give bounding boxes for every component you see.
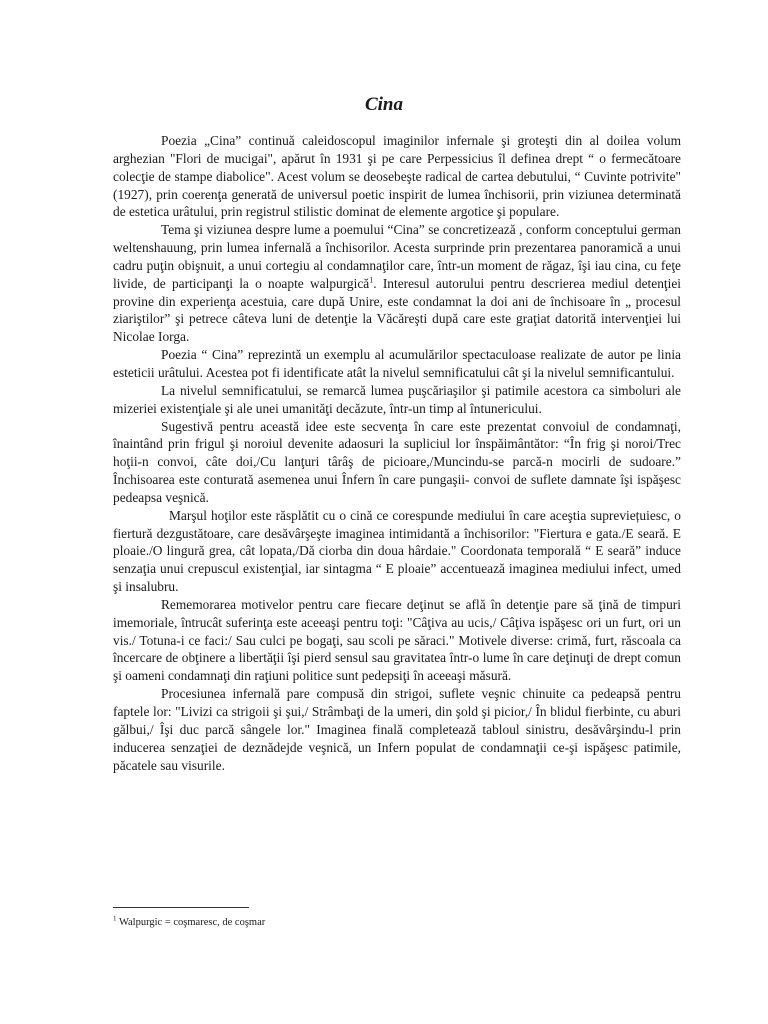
footnote-divider [113, 907, 249, 908]
paragraph-4: La nivelul semnificatului, se remarcă lumea puşcăriaşilor şi patimile acestora ca simboluri ale mizeriei existenţiale şi ale unei umanităţi decăzute, într-un timp al întunericului. [113, 382, 681, 416]
page-title: Cina [364, 94, 404, 115]
document-body [113, 132, 681, 774]
paragraph-1: Poezia „Cina” continuă caleidoscopul imaginilor infernale şi groteşti din al doilea volum arghezian "Flori de mucigai", apărut în 1931 şi pe care Perpessicius îl definea drept “ o fermecătoare colecţie de stampe diabolice". Acest volum se deosebeşte radical de cartea debutului, “ Cuvinte potrivite"(1927), prin coerenţa generată de universul poetic inspirit de lumea închisorii, prin viziunea determinată de estetica urâtului, prin registrul stilistic dominat de elemente argotice şi populare. [113, 133, 681, 220]
footnote-text: Walpurgic = coşmaresc, de coşmar [118, 917, 266, 928]
paragraph-2-text: Tema şi viziunea despre lume a poemului “Cina” se concretizează , conform conceptului german weltenshauung, prin lumea infernală a închisorilor. Acesta surprinde prin prezentarea panoramică a unui cadru puţin obişnuit, a unui cortegiu al condamnaţilor care, într-un moment de răgaz, îşi iau cina, cu feţe livide, de participanţi la o noapte walpurgică [113, 222, 681, 291]
paragraph-3: Poezia “ Cina” reprezintă un exemplu al acumulărilor spectaculoase realizate de autor pe linia esteticii urâtului. Acestea pot fi identificate atât la nivelul semnificatului cât şi la nivelul semnificantului. [113, 347, 681, 380]
paragraph-5: Sugestivă pentru această idee este secvenţa în care este prezentat convoiul de condamnaţi, înaintând prin frigul şi noroiul devenite adaosuri la supliciul lor înspăimântător: “În frig şi noroi/Trec hoţii-n convoi, câte doi,/Cu lanţuri târâş de picioare,/Muncindu-se parcă-n mocirli de sudoare.” Închisoarea este conturată asemenea unui Înfern în care pungaşii- convoi de suflete damnate îşi ispăşesc pedeapsa veşnică. [113, 418, 681, 505]
paragraph-8: Procesiunea infernală pare compusă din strigoi, suflete veşnic chinuite ca pedeapsă pentru faptele lor: "Livizi ca strigoii şi şui,/ Strâmbaţi de la umeri, din şold şi picior,/ În blidul fierbinte, cu aburi gălbui,/ Îşi duc parcă sângele lor." Imaginea finală completează tabloul sinistru, desăvârşindu-l prin inducerea senzaţiei de deznădejde veşnică, un Infern populat de condamnaţii ce-şi ispăşesc patimile, păcatele sau visurile. [113, 686, 681, 773]
paragraph-2-continuation: . Interesul autorului pentru descrierea mediul detenţiei provine din experienţa acestuia, care după Unire, este condamnat la doi ani de închisoare în „ procesul ziariştilor” şi petrece câteva luni de detenţie la Văcăreşti după care este graţiat datorită intervenţiei lui Nicolae Iorga. [113, 275, 682, 345]
footnote-reference[interactable]: 1 [369, 275, 374, 285]
paragraph-7: Rememorarea motivelor pentru care fiecare deţinut se află în detenţie pare să ţină de timpuri imemoriale, întrucât suferinţa este aceeaşi pentru toţi: "Câţiva au ucis,/ Câţiva ispăşesc ori un furt, ori un vis./ Totuna-i ce faci:/ Sau culci pe bogaţi, sau scoli pe săraci." Motivele diverse: crimă, furt, răscoala ca încercare de obţinere a libertăţii îşi pierd sensul sau gravitatea într-o lume în care deţinuţi de drept comun şi oameni condamnaţi din raţiuni politice sunt pedepsiţi în aceeaşi măsură. [113, 596, 681, 684]
paragraph-6: Marşul hoţilor este răsplătit cu o cină ce corespunde mediului în care aceştia supreviețuiesc, o fiertură dezgustătoare, care desăvârşeşte imaginea intimidantă a închisorilor: "Fiertura e gata./E seară. E ploaie./O lingură grea, cât lopata,/Dă ciorba din doua hârdaie." Coordonata temporală “ E seară” induce senzaţia unui crepuscul existenţial, iar sintagma “ E ploaie” accentuează imaginea mediului infect, umed şi insalubru. [113, 507, 681, 595]
paragraph-2 [113, 221, 681, 346]
footnote [113, 916, 265, 929]
footnote-marker: 1 [113, 914, 117, 923]
